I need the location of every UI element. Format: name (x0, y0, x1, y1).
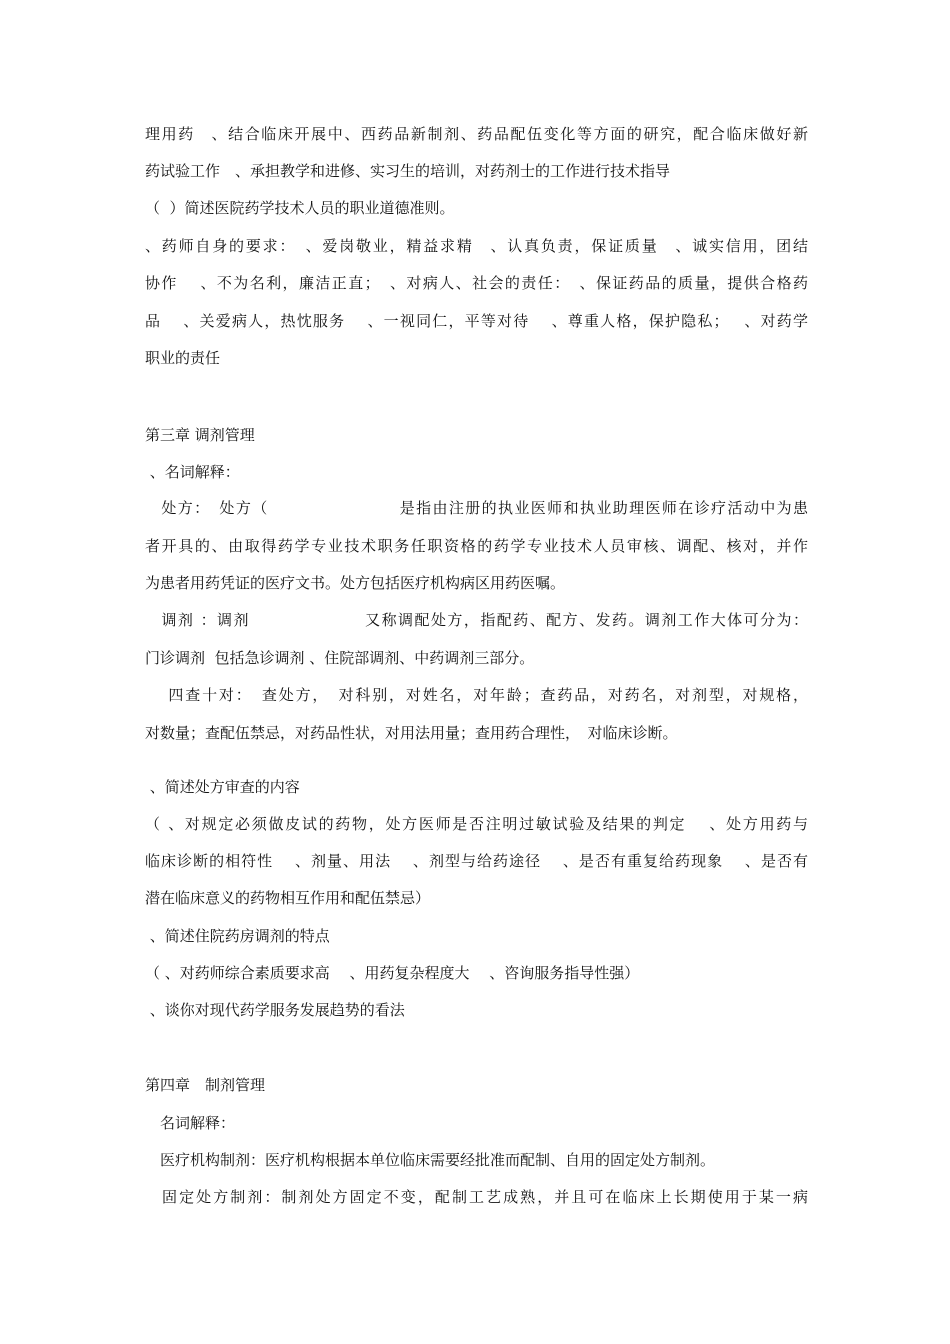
body-text-line: 协作 、不为名利，廉洁正直； 、对病人、社会的责任： 、保证药品的质量，提供合格药 (145, 274, 808, 292)
chapter-heading: 第四章 制剂管理 (145, 1076, 266, 1094)
question-heading: 、简述住院药房调剂的特点 (145, 927, 330, 945)
body-text-line: 、药师自身的要求： 、爱岗敬业，精益求精 、认真负责，保证质量 、诚实信用，团结 (145, 237, 808, 255)
body-text-line: 医疗机构制剂：医疗机构根据本单位临床需要经批准而配制、自用的固定处方制剂。 (145, 1151, 716, 1169)
question-heading: 、简述处方审查的内容 (145, 778, 300, 796)
body-text-line: 调剂 ：调剂 又称调配处方，指配药、配方、发药。调剂工作大体可分为： (145, 611, 808, 629)
body-text-line: （ 、对药师综合素质要求高 、用药复杂程度大 、咨询服务指导性强） (145, 964, 640, 982)
body-text-line: 对数量；查配伍禁忌，对药品性状，对用法用量；查用药合理性， 对临床诊断。 (145, 724, 678, 742)
body-text-line: 门诊调剂 包括急诊调剂 、住院部调剂、中药调剂三部分。 (145, 649, 535, 667)
body-text-line: 者开具的、由取得药学专业技术职务任职资格的药学专业技术人员审核、调配、核对，并作 (145, 537, 808, 555)
body-text-line: 理用药 、结合临床开展中、西药品新制剂、药品配伍变化等方面的研究，配合临床做好新 (145, 125, 808, 143)
body-text-line: 处方： 处方（ 是指由注册的执业医师和执业助理医师在诊疗活动中为患 (145, 499, 808, 517)
body-text-line: 临床诊断的相符性 、剂量、用法 、剂型与给药途径 、是否有重复给药现象 、是否有 (145, 852, 808, 870)
body-text-line: 职业的责任 (145, 349, 221, 367)
body-text-line: （ 、对规定必须做皮试的药物，处方医师是否注明过敏试验及结果的判定 、处方用药与 (145, 815, 808, 833)
chapter-heading: 第三章 调剂管理 (145, 426, 255, 444)
body-text-line: 药试验工作 、承担教学和进修、实习生的培训，对药剂士的工作进行技术指导 (145, 162, 671, 180)
body-text-line: 为患者用药凭证的医疗文书。处方包括医疗机构病区用药医嘱。 (145, 574, 566, 592)
body-text-line: 四查十对： 查处方， 对科别，对姓名，对年龄；查药品，对药名，对剂型，对规格， (145, 686, 808, 704)
body-text-line: 潜在临床意义的药物相互作用和配伍禁忌） (145, 889, 431, 907)
section-heading: 名词解释： (145, 1114, 236, 1132)
question-heading: 、谈你对现代药学服务发展趋势的看法 (145, 1001, 405, 1019)
question-heading: （ ）简述医院药学技术人员的职业道德准则。 (145, 199, 455, 217)
body-text-line: 固定处方制剂：制剂处方固定不变，配制工艺成熟，并且可在临床上长期使用于某一病 (145, 1188, 808, 1206)
body-text-line: 品 、关爱病人，热忱服务 、一视同仁，平等对待 、尊重人格，保护隐私； 、对药学 (145, 312, 808, 330)
section-heading: 、名词解释： (145, 463, 240, 481)
